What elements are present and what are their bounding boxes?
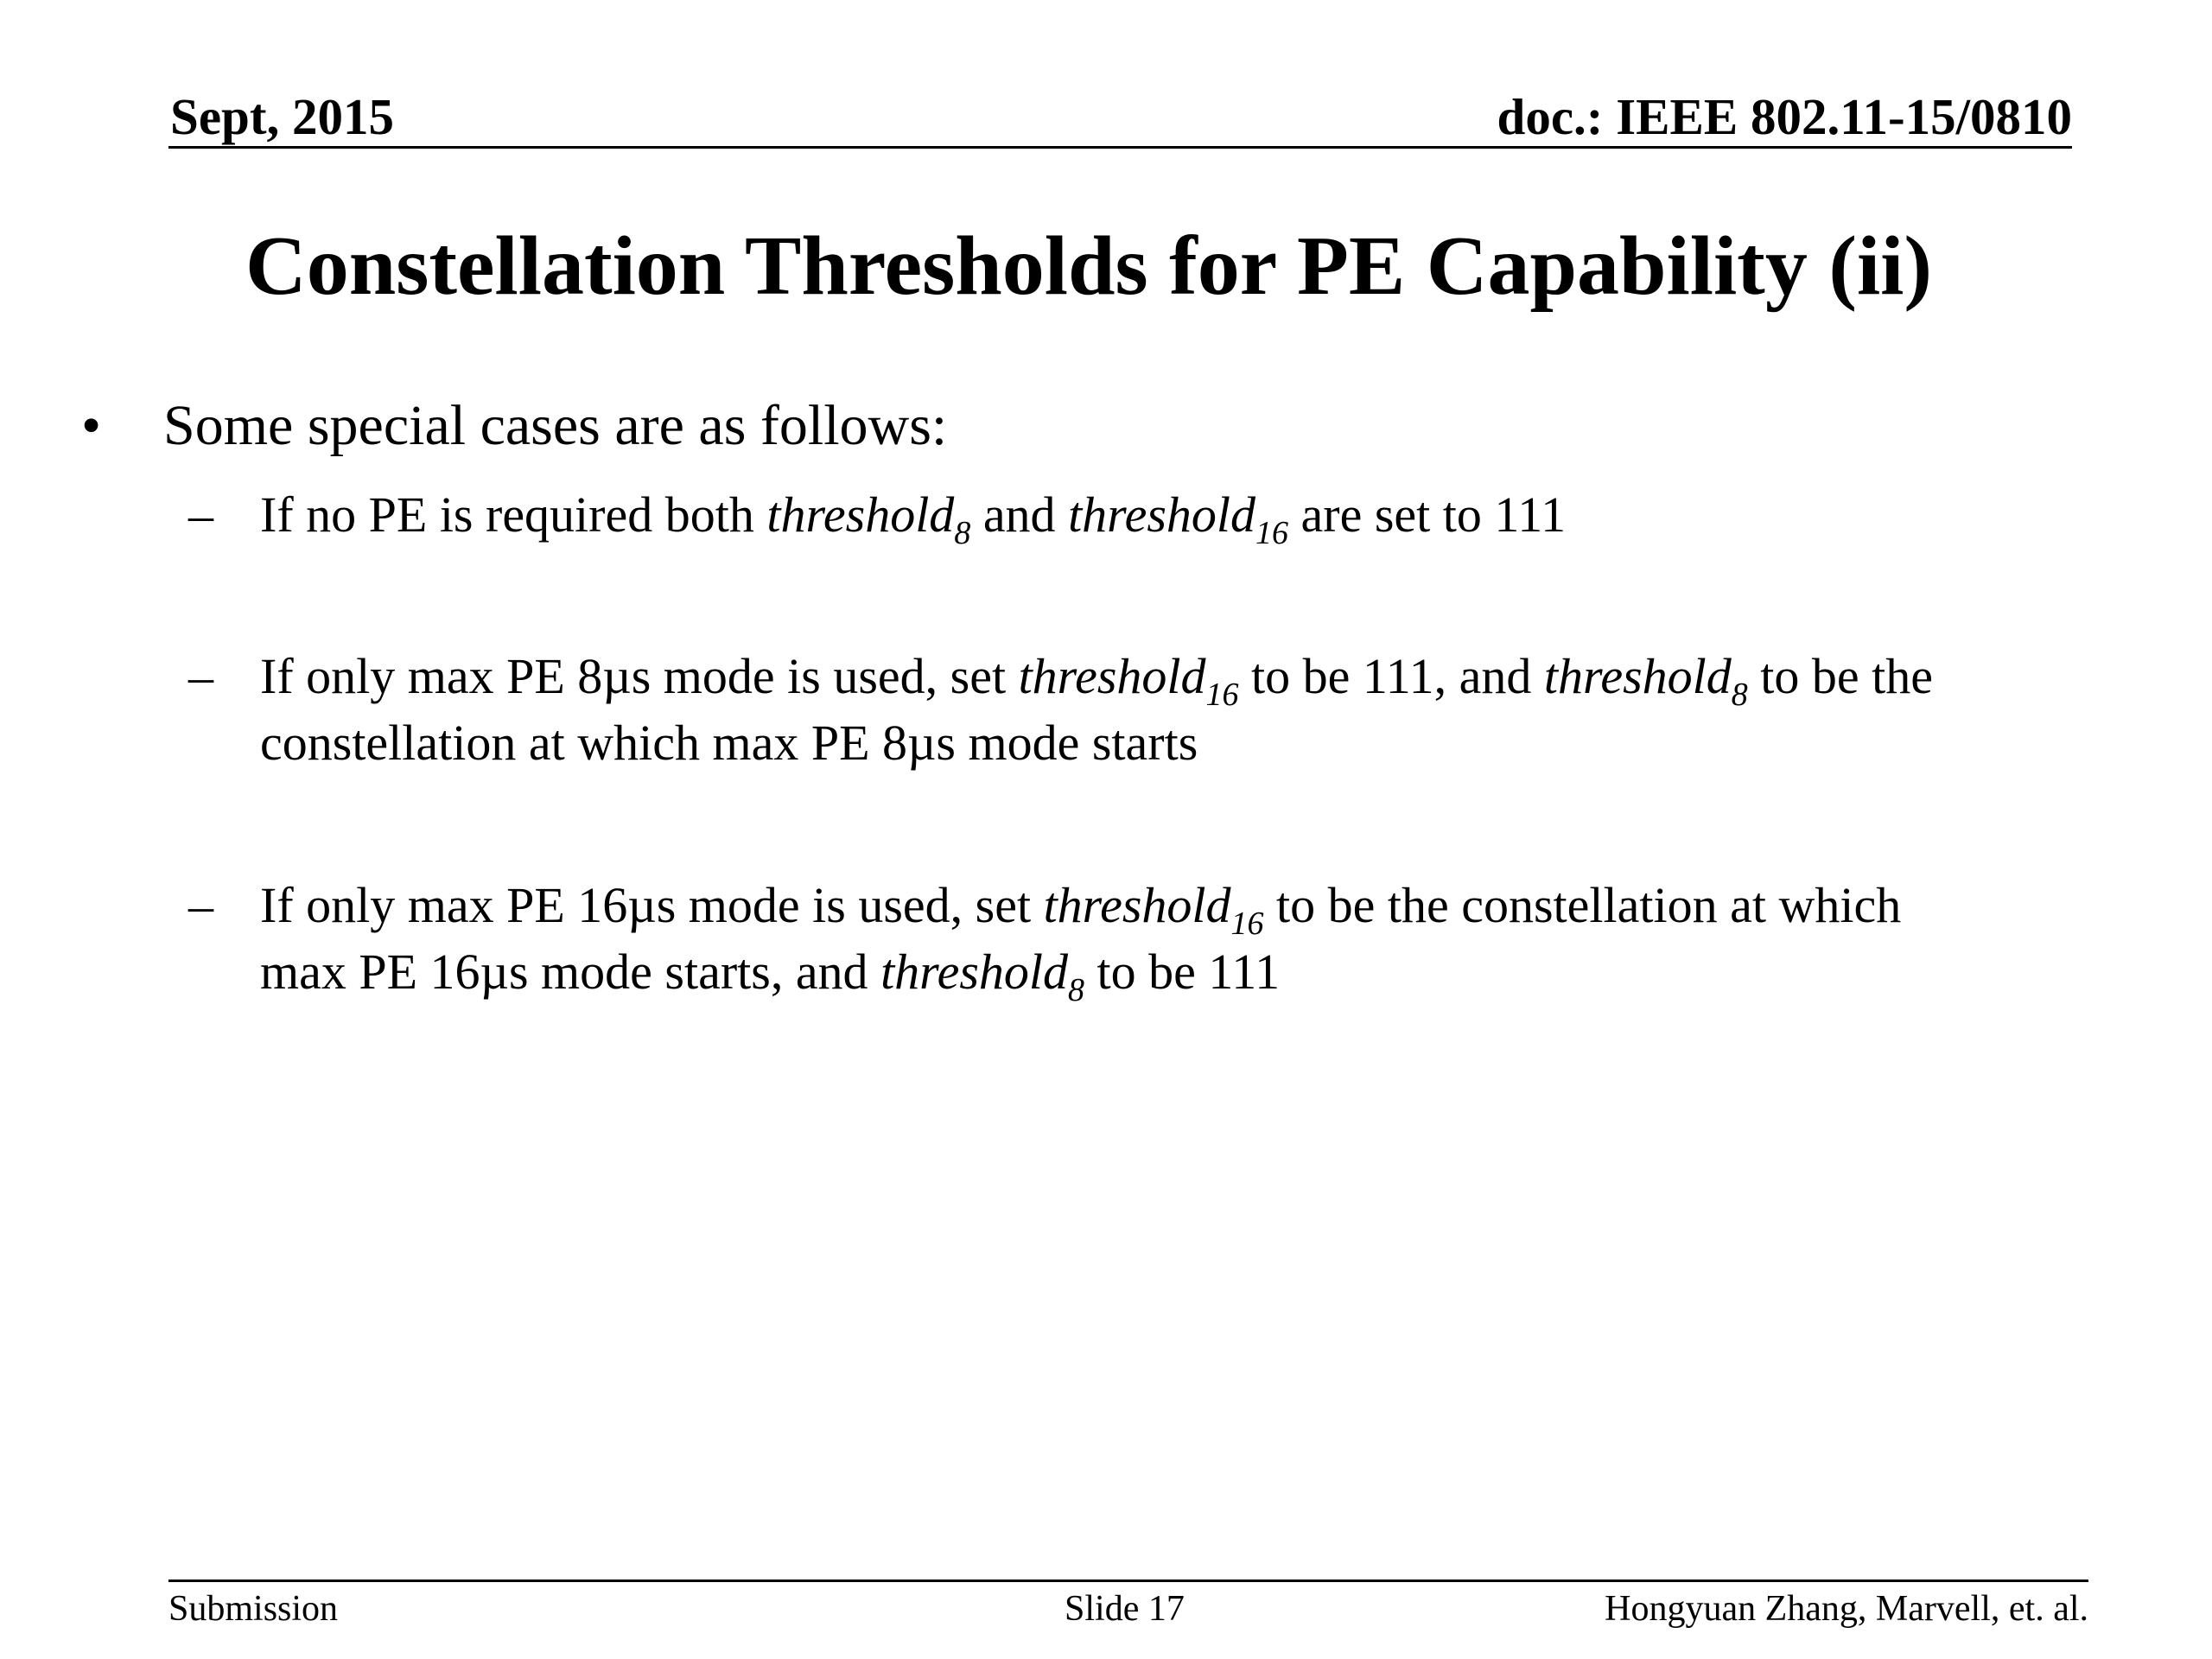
sub-bullet-line: max PE 16µs mode starts, and threshold$_8$ to be 111 — [260, 944, 1281, 1008]
sub-bullet-marker: – — [188, 486, 213, 543]
sub-bullet-marker: – — [188, 877, 213, 933]
header-doc-id: doc.: IEEE 802.11-15/0810 — [1497, 88, 2072, 145]
slide-title: Constellation Thresholds for PE Capability (ii) — [245, 219, 1933, 313]
bullet-marker: • — [81, 394, 102, 457]
header-date: Sept, 2015 — [170, 88, 394, 145]
footer-authors: Hongyuan Zhang, Marvell, et. al. — [1605, 1589, 2088, 1629]
footer-slide-number: Slide 17 — [1065, 1589, 1185, 1629]
footer-submission: Submission — [168, 1589, 339, 1629]
footer-divider — [168, 1580, 2088, 1582]
sub-bullet-text — [260, 481, 2161, 551]
sub-bullet-line: If no PE is required both threshold$_8$ and threshold$_{16}$ are set to 111 — [260, 486, 1567, 551]
sub-bullet-text — [260, 643, 2161, 776]
sub-bullet-marker: – — [188, 648, 213, 704]
sub-bullet-text — [260, 872, 2161, 1008]
sub-bullet-line: If only max PE 8µs mode is used, set threshold$_{16}$ to be 111, and threshold$_8$ to be the — [260, 648, 1934, 713]
sub-bullet-line: If only max PE 16µs mode is used, set threshold$_{16}$ to be the constellation at which — [260, 877, 1902, 942]
bullet-text: Some special cases are as follows: — [163, 394, 948, 457]
sub-bullet-line: constellation at which max PE 8µs mode starts — [260, 715, 1198, 771]
header-divider — [168, 146, 2072, 149]
